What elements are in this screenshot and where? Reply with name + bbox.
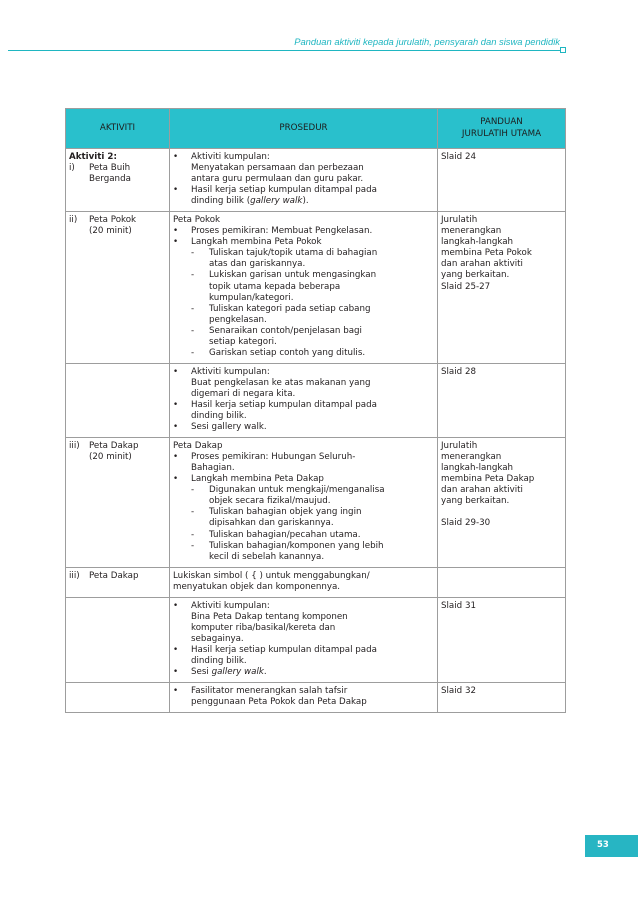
header-panduan-line1: PANDUAN xyxy=(480,117,523,128)
guide-text: menerangkan xyxy=(441,452,502,463)
header-prosedur: PROSEDUR xyxy=(170,109,438,149)
procedure-text: Menyatakan persamaan dan perbezaan xyxy=(191,163,364,174)
dash-marker: - xyxy=(191,248,195,259)
activity-cell xyxy=(66,438,170,568)
procedure-cell xyxy=(170,438,438,568)
guide-text: Slaid 24 xyxy=(441,152,476,162)
dash-marker: - xyxy=(191,325,195,336)
procedure-step: kumpulan/kategori. xyxy=(209,292,294,303)
activity-duration: (20 minit) xyxy=(89,452,132,463)
procedure-text: digemari di negara kita. xyxy=(191,388,296,399)
activity-title: Aktiviti 2: xyxy=(69,152,117,162)
procedure-text: antara guru permulaan dan guru pakar. xyxy=(191,174,364,185)
bullet-marker: • xyxy=(173,226,179,237)
procedure-text: Buat pengkelasan ke atas makanan yang xyxy=(191,377,371,388)
procedure-cell xyxy=(170,212,438,364)
dash-marker: - xyxy=(191,485,195,496)
activity-name: Berganda xyxy=(89,174,131,185)
procedure-text: Sesi gallery walk. xyxy=(191,667,267,678)
activity-number: ii) xyxy=(69,215,78,226)
procedure-text: dinding bilik (gallery walk). xyxy=(191,196,309,207)
running-header-title: Panduan aktiviti kepada jurulatih, pensyarah dan siswa pendidik xyxy=(294,36,560,47)
guide-text: yang berkaitan. xyxy=(441,496,510,507)
procedure-text: komputer riba/basikal/kereta dan xyxy=(191,622,336,633)
procedure-cell xyxy=(170,567,438,597)
procedure-text: Hasil kerja setiap kumpulan ditampal pada xyxy=(191,644,377,655)
procedure-cell xyxy=(170,363,438,437)
procedure-step: Tuliskan bahagian objek yang ingin xyxy=(209,507,362,518)
table-row xyxy=(66,149,566,212)
header-aktiviti: AKTIVITI xyxy=(66,109,170,149)
guide-text: langkah-langkah xyxy=(441,463,514,474)
procedure-text: dinding bilik. xyxy=(191,411,247,422)
bullet-marker: • xyxy=(173,644,179,655)
dash-marker: - xyxy=(191,270,195,281)
guide-cell xyxy=(438,212,566,364)
guide-cell xyxy=(438,597,566,682)
procedure-text: Bahagian. xyxy=(191,463,235,474)
procedure-step: Tuliskan tajuk/topik utama di bahagian xyxy=(209,248,378,259)
activity-cell xyxy=(66,363,170,437)
procedure-text: penggunaan Peta Pokok dan Peta Dakap xyxy=(191,697,367,708)
procedure-text: menyatukan objek dan komponennya. xyxy=(173,581,341,592)
procedure-text: Langkah membina Peta Dakap xyxy=(191,474,324,485)
procedure-step: Lukiskan garisan untuk mengasingkan xyxy=(209,270,377,281)
guide-text: dan arahan aktiviti xyxy=(441,259,523,270)
guide-text: membina Peta Pokok xyxy=(441,248,532,259)
procedure-text: Proses pemikiran: Hubungan Seluruh- xyxy=(191,452,356,463)
procedure-step: dipisahkan dan gariskannya. xyxy=(209,518,334,529)
activity-name: Peta Dakap xyxy=(89,441,139,452)
bullet-marker: • xyxy=(173,474,179,485)
guide-slide-ref: Slaid 29-30 xyxy=(441,518,491,529)
procedure-text: dinding bilik. xyxy=(191,655,247,666)
activity-cell xyxy=(66,683,170,713)
activity-name: Peta Dakap xyxy=(89,570,139,581)
procedure-text: Lukiskan simbol ( { ) untuk menggabungkan/ xyxy=(173,570,370,581)
activity-name: Peta Buih xyxy=(89,163,131,174)
procedure-step: atas dan gariskannya. xyxy=(209,259,306,270)
activity-number: i) xyxy=(69,163,75,174)
guide-cell xyxy=(438,438,566,568)
bullet-marker: • xyxy=(173,422,179,433)
bullet-marker: • xyxy=(173,452,179,463)
bullet-marker: • xyxy=(173,667,179,678)
procedure-step: Tuliskan bahagian/pecahan utama. xyxy=(209,529,361,540)
bullet-marker: • xyxy=(173,152,179,162)
activity-duration: (20 minit) xyxy=(89,226,132,237)
table-row xyxy=(66,438,566,568)
bullet-marker: • xyxy=(173,686,179,697)
procedure-cell xyxy=(170,597,438,682)
dash-marker: - xyxy=(191,347,195,358)
bullet-marker: • xyxy=(173,237,179,248)
activity-cell xyxy=(66,597,170,682)
bullet-marker: • xyxy=(173,600,179,611)
guide-text: Jurulatih xyxy=(441,215,478,226)
guide-slide-ref: Slaid 28 xyxy=(441,366,476,377)
procedure-text: Aktiviti kumpulan: xyxy=(191,600,270,611)
procedure-text: Bina Peta Dakap tentang komponen xyxy=(191,611,348,622)
bullet-marker: • xyxy=(173,366,179,377)
activity-cell xyxy=(66,567,170,597)
dash-marker: - xyxy=(191,507,195,518)
procedure-heading: Peta Dakap xyxy=(173,441,223,452)
table-row xyxy=(66,363,566,437)
page-number-badge xyxy=(585,835,638,857)
guide-slide-ref: Slaid 31 xyxy=(441,600,476,611)
procedure-text: Aktiviti kumpulan: xyxy=(191,152,270,162)
bullet-marker: • xyxy=(173,185,179,196)
procedure-text: Sesi gallery walk. xyxy=(191,422,267,433)
procedure-text: Fasilitator menerangkan salah tafsir xyxy=(191,686,348,697)
header-rule xyxy=(8,50,562,51)
procedure-text: sebagainya. xyxy=(191,633,244,644)
procedure-text: Aktiviti kumpulan: xyxy=(191,366,270,377)
procedure-step: Senaraikan contoh/penjelasan bagi xyxy=(209,325,362,336)
procedure-text: Hasil kerja setiap kumpulan ditampal pada xyxy=(191,185,377,196)
header-panduan xyxy=(438,109,566,149)
guide-text: menerangkan xyxy=(441,226,502,237)
procedure-step: topik utama kepada beberapa xyxy=(209,281,341,292)
guide-text: yang berkaitan. xyxy=(441,270,510,281)
procedure-cell xyxy=(170,683,438,713)
page-number: 53 xyxy=(597,840,609,850)
activity-number: iii) xyxy=(69,570,80,581)
guide-cell xyxy=(438,149,566,212)
table-row xyxy=(66,683,566,713)
table-header-row xyxy=(66,109,566,149)
dash-marker: - xyxy=(191,303,195,314)
procedure-heading: Peta Pokok xyxy=(173,215,221,226)
activity-number: iii) xyxy=(69,441,80,452)
table-row xyxy=(66,567,566,597)
procedure-step: pengkelasan. xyxy=(209,314,267,325)
procedure-step: kecil di sebelah kanannya. xyxy=(209,551,325,562)
guide-cell xyxy=(438,363,566,437)
guide-text: langkah-langkah xyxy=(441,237,514,248)
guide-slide-ref: Slaid 32 xyxy=(441,686,476,697)
procedure-step: setiap kategori. xyxy=(209,336,277,347)
procedure-cell xyxy=(170,149,438,212)
guide-cell xyxy=(438,567,566,597)
procedure-step: Digunakan untuk mengkaji/menganalisa xyxy=(209,485,385,496)
dash-marker: - xyxy=(191,540,195,551)
table-row xyxy=(66,597,566,682)
guide-text: Jurulatih xyxy=(441,441,478,452)
table-row xyxy=(66,212,566,364)
activity-cell xyxy=(66,149,170,212)
procedure-step: Gariskan setiap contoh yang ditulis. xyxy=(209,347,366,358)
header-rule-end-marker xyxy=(560,47,566,53)
bullet-marker: • xyxy=(173,399,179,410)
procedure-step: objek secara fizikal/maujud. xyxy=(209,496,331,507)
header-panduan-line2: JURULATIH UTAMA xyxy=(461,128,542,139)
procedure-step: Tuliskan kategori pada setiap cabang xyxy=(209,303,371,314)
guide-text: membina Peta Dakap xyxy=(441,474,535,485)
activity-cell xyxy=(66,212,170,364)
procedure-text: Hasil kerja setiap kumpulan ditampal pada xyxy=(191,399,377,410)
activity-table xyxy=(65,108,566,713)
guide-cell xyxy=(438,683,566,713)
activity-name: Peta Pokok xyxy=(89,215,137,226)
guide-slide-ref: Slaid 25-27 xyxy=(441,281,491,292)
procedure-text: Langkah membina Peta Pokok xyxy=(191,237,322,248)
procedure-step: Tuliskan bahagian/komponen yang lebih xyxy=(209,540,384,551)
guide-text: dan arahan aktiviti xyxy=(441,485,523,496)
procedure-text: Proses pemikiran: Membuat Pengkelasan. xyxy=(191,226,373,237)
dash-marker: - xyxy=(191,529,195,540)
